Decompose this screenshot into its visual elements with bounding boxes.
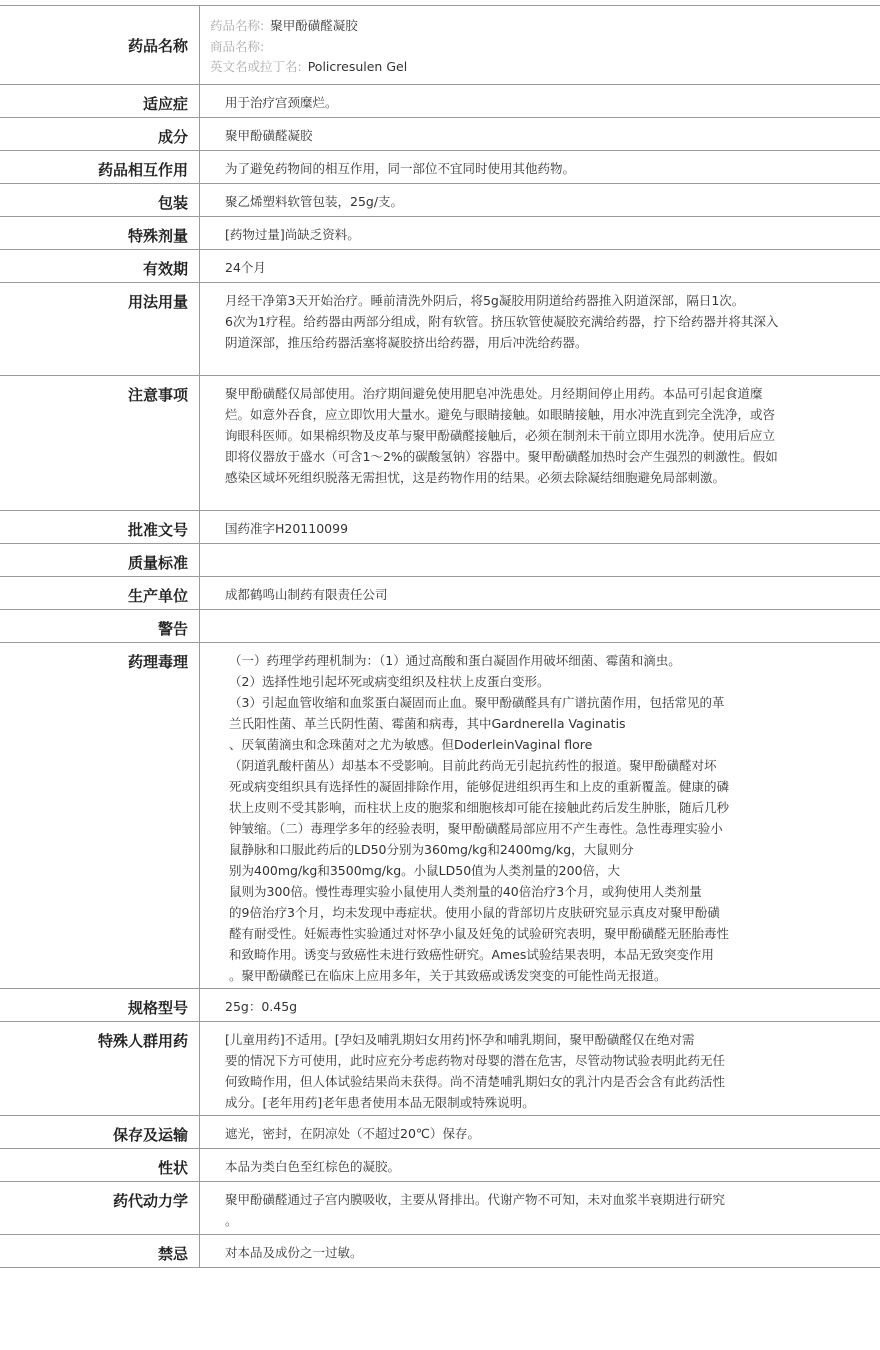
row-label: 成分: [0, 118, 200, 150]
row-label: 有效期: [0, 250, 200, 282]
row-value: [200, 610, 880, 642]
row-value: 为了避免药物间的相互作用，同一部位不宜同时使用其他药物。: [225, 161, 576, 176]
english-name-key: 英文名或拉丁名:: [210, 59, 302, 74]
row-label: 药品名称: [0, 6, 200, 84]
trade-name-line: [210, 37, 407, 58]
row-notes: [0, 376, 880, 511]
trade-name-key: 商品名称:: [210, 38, 265, 54]
row-label: 批准文号: [0, 511, 200, 543]
row-label: 禁忌: [0, 1235, 200, 1267]
row-standard: [0, 544, 880, 577]
row-pharmacokinetics: [0, 1182, 880, 1235]
row-label: 包装: [0, 184, 200, 216]
row-value: 用于治疗宫颈糜烂。: [225, 95, 338, 110]
row-special-dose: [0, 217, 880, 250]
row-value: （一）药理学药理机制为：（1）通过高酸和蛋白凝固作用破坏细菌、霉菌和滴虫。 （2）选择性地引起坏死或病变组织及柱状上皮蛋白变形。 （3）引起血管收缩和血浆蛋白凝固而止血。聚甲酚磺醛具有广谱抗菌作用，包括常见的革 兰氏阳性菌、革兰氏阴性菌、霉菌和病毒，其中Gardnerella Vaginatis 、厌氧菌滴虫和念珠菌对之尤为敏感。但DoderleinVaginal flore （阴道乳酸杆菌丛）却基本不受影响。目前此药尚无引起抗药性的报道。聚甲酚磺醛对坏 死或病变组织具有选择性的凝固排除作用，能够促进组织再生和上皮的重新覆盖。健康的磷 状上皮则不受其影响，而柱状上皮的胞浆和细胞核却可能在接触此药后发生肿胀，随后几秒 钟皱缩。（二）毒理学多年的经验表明，聚甲酚磺醛局部应用不产生毒性。急性毒理实验小 鼠静脉和口服此药后的LD50分别为360mg/kg和2400mg/kg，大鼠则分 别为400mg/kg和3500mg/kg。小鼠LD50值为人类剂量的200倍，大 鼠则为300倍。慢性毒理实验小鼠使用人类剂量的40倍治疗3个月，或狗使用人类剂量 的9倍治疗3个月，均未发现中毒症状。使用小鼠的背部切片皮肤研究显示真皮对聚甲酚磺 醛有耐受性。妊娠毒性实验通过对怀孕小鼠及妊兔的试验研究表明，聚甲酚磺醛无胚胎毒性 和致畸作用。诱变与致癌性未进行致癌性研究。Ames试验结果表明，本品无致突变作用 。聚甲酚磺醛已在临床上应用多年，关于其致癌或诱发突变的可能性尚无报道。: [229, 653, 730, 983]
row-label: 质量标准: [0, 544, 200, 576]
row-storage: [0, 1116, 880, 1149]
row-value: [200, 544, 880, 576]
row-package: [0, 184, 880, 217]
row-approval: [0, 511, 880, 544]
drug-name-block: [200, 6, 417, 84]
row-label: 特殊人群用药: [0, 1022, 200, 1115]
generic-name-value: 聚甲酚磺醛凝胶: [270, 18, 358, 33]
row-special-population: [0, 1022, 880, 1116]
row-label: 警告: [0, 610, 200, 642]
row-composition: [0, 118, 880, 151]
row-usage: [0, 283, 880, 376]
row-value: 遮光，密封，在阴凉处（不超过20℃）保存。: [225, 1126, 480, 1141]
row-interaction: [0, 151, 880, 184]
row-label: 特殊剂量: [0, 217, 200, 249]
row-appearance: [0, 1149, 880, 1182]
row-value: 聚乙烯塑料软管包装，25g/支。: [225, 194, 404, 209]
drug-info-table: [0, 5, 880, 1268]
row-label: 药品相互作用: [0, 151, 200, 183]
english-name-line: [210, 57, 407, 78]
row-manufacturer: [0, 577, 880, 610]
row-label: 规格型号: [0, 989, 200, 1021]
row-label: 保存及运输: [0, 1116, 200, 1148]
row-value: [儿童用药]不适用。[孕妇及哺乳期妇女用药]怀孕和哺乳期间，聚甲酚磺醛仅在绝对需 要的情况下方可使用，此时应充分考虑药物对母婴的潜在危害，尽管动物试验表明此药无任 何致畸作用，但人体试验结果尚未获得。尚不清楚哺乳期妇女的乳汁内是否会含有此药活性 成分。[老年用药]老年患者使用本品无限制或特殊说明。: [225, 1032, 726, 1110]
english-name-value: Policresulen Gel: [307, 59, 408, 74]
row-pharmacology: [0, 643, 880, 989]
row-value: [药物过量]尚缺乏资料。: [225, 227, 360, 242]
row-value: 本品为类白色至红棕色的凝胶。: [225, 1159, 401, 1174]
row-drug-name: [0, 6, 880, 85]
row-label: 生产单位: [0, 577, 200, 609]
row-value: 月经干净第3天开始治疗。睡前清洗外阴后，将5g凝胶用阴道给药器推入阴道深部，隔日1次。 6次为1疗程。给药器由两部分组成，附有软管。挤压软管使凝胶充满给药器，拧下给药器并将其深入阴道深部，推压给药器活塞将凝胶挤出给药器，用后冲洗给药器。: [225, 293, 779, 350]
row-label: 性状: [0, 1149, 200, 1181]
row-value: 25g：0.45g: [225, 999, 298, 1014]
row-validity: [0, 250, 880, 283]
row-value: 国药准字H20110099: [225, 521, 349, 536]
row-contraindication: [0, 1235, 880, 1268]
row-indication: [0, 85, 880, 118]
row-value: 24个月: [225, 260, 266, 275]
row-label: 药理毒理: [0, 643, 200, 988]
row-value: 聚甲酚磺醛仅局部使用。治疗期间避免使用肥皂冲洗患处。月经期间停止用药。本品可引起食道糜烂。如意外吞食，应立即饮用大量水。避免与眼睛接触。如眼睛接触，用水冲洗直到完全洗净，或咨询眼科医师。如果棉织物及皮革与聚甲酚磺醛接触后，必须在制剂未干前立即用水洗净。使用后应立即将仪器放于盛水（可含1～2%的碳酸氢钠）容器中。聚甲酚磺醛加热时会产生强烈的刺激性。假如感染区域坏死组织脱落无需担忧，这是药物作用的结果。必须去除凝结细胞避免局部刺激。: [225, 386, 778, 485]
generic-name-key: 药品名称:: [210, 18, 265, 33]
row-value: 对本品及成份之一过敏。: [225, 1245, 363, 1260]
row-value: 成都鹤鸣山制药有限责任公司: [225, 587, 388, 602]
row-label: 适应症: [0, 85, 200, 117]
row-value: 聚甲酚磺醛通过子宫内膜吸收，主要从肾排出。代谢产物不可知，未对血浆半衰期进行研究 。: [225, 1192, 726, 1228]
row-value: 聚甲酚磺醛凝胶: [225, 128, 313, 143]
row-spec: [0, 989, 880, 1022]
row-warning: [0, 610, 880, 643]
generic-name-line: [210, 16, 407, 37]
row-label: 用法用量: [0, 283, 200, 375]
row-label: 注意事项: [0, 376, 200, 510]
row-label: 药代动力学: [0, 1182, 200, 1234]
